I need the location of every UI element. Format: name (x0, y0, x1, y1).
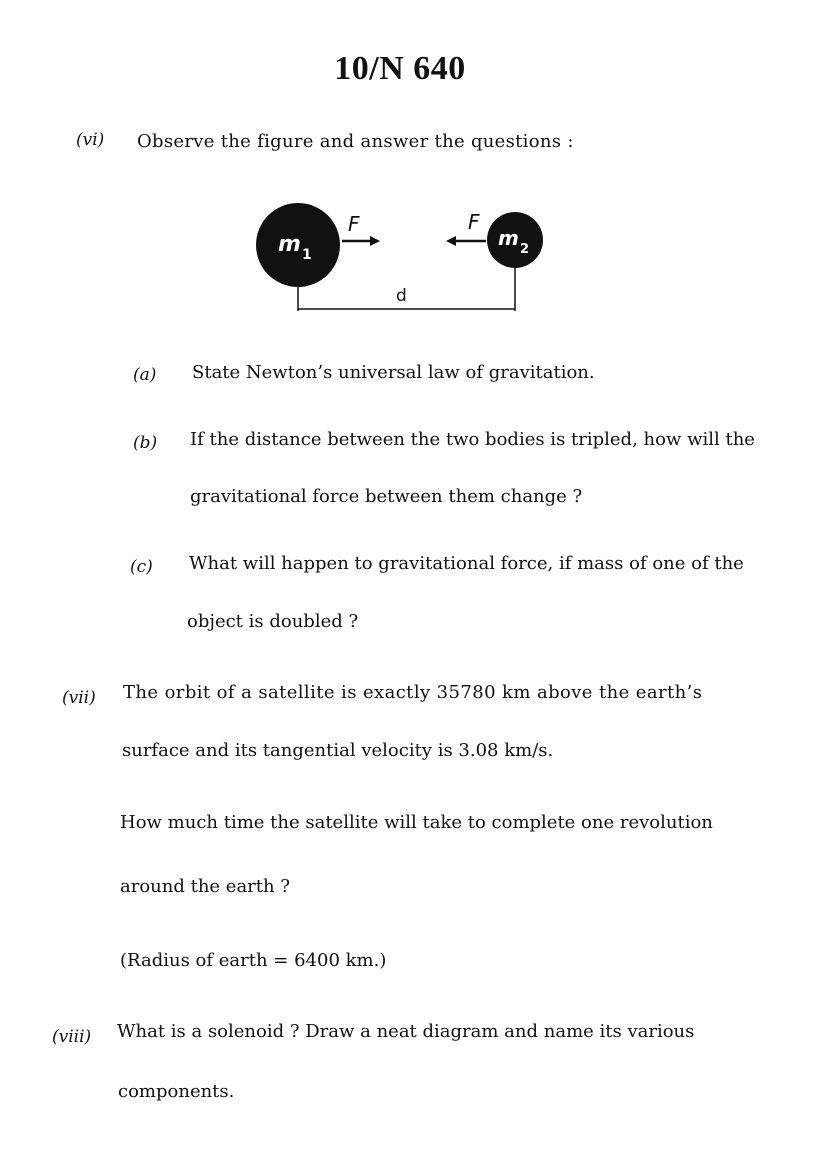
part-text: State Newton’s universal law of gravitation. (192, 362, 595, 383)
question-text: components. (118, 1081, 235, 1102)
question-text: around the earth ? (120, 876, 290, 897)
question-text: (Radius of earth = 6400 km.) (120, 950, 387, 971)
question-text: The orbit of a satellite is exactly 35780 km above the earth’s (123, 682, 703, 703)
mass-2-subscript: 2 (520, 242, 530, 257)
gravitation-figure (240, 195, 560, 325)
mass-1-subscript: 1 (302, 247, 312, 263)
question-text: What is a solenoid ? Draw a neat diagram and name its various (117, 1021, 695, 1042)
mass-1-label: m (278, 232, 301, 257)
question-text: surface and its tangential velocity is 3.08 km/s. (122, 740, 554, 761)
question-text: How much time the satellite will take to complete one revolution (120, 812, 713, 833)
part-text: gravitational force between them change ? (190, 486, 583, 507)
part-label: (a) (133, 365, 157, 385)
mass-2-label: m (498, 226, 519, 250)
question-number: (vii) (62, 688, 96, 708)
question-number: (viii) (52, 1027, 92, 1047)
part-label: (c) (130, 557, 153, 577)
part-label: (b) (133, 433, 158, 453)
part-text: object is doubled ? (187, 611, 359, 632)
part-text: What will happen to gravitational force, if mass of one of the (189, 553, 744, 574)
force-label-1: F (348, 212, 360, 236)
force-label-2: F (468, 210, 480, 234)
distance-label: d (396, 286, 407, 306)
part-text: If the distance between the two bodies is tripled, how will the (190, 429, 755, 450)
force-arrow-1-head (370, 236, 380, 246)
page-title: 10/N 640 (334, 50, 466, 87)
force-arrow-2-head (446, 236, 456, 246)
question-text: Observe the figure and answer the questions : (137, 131, 574, 152)
question-number: (vi) (76, 130, 105, 150)
